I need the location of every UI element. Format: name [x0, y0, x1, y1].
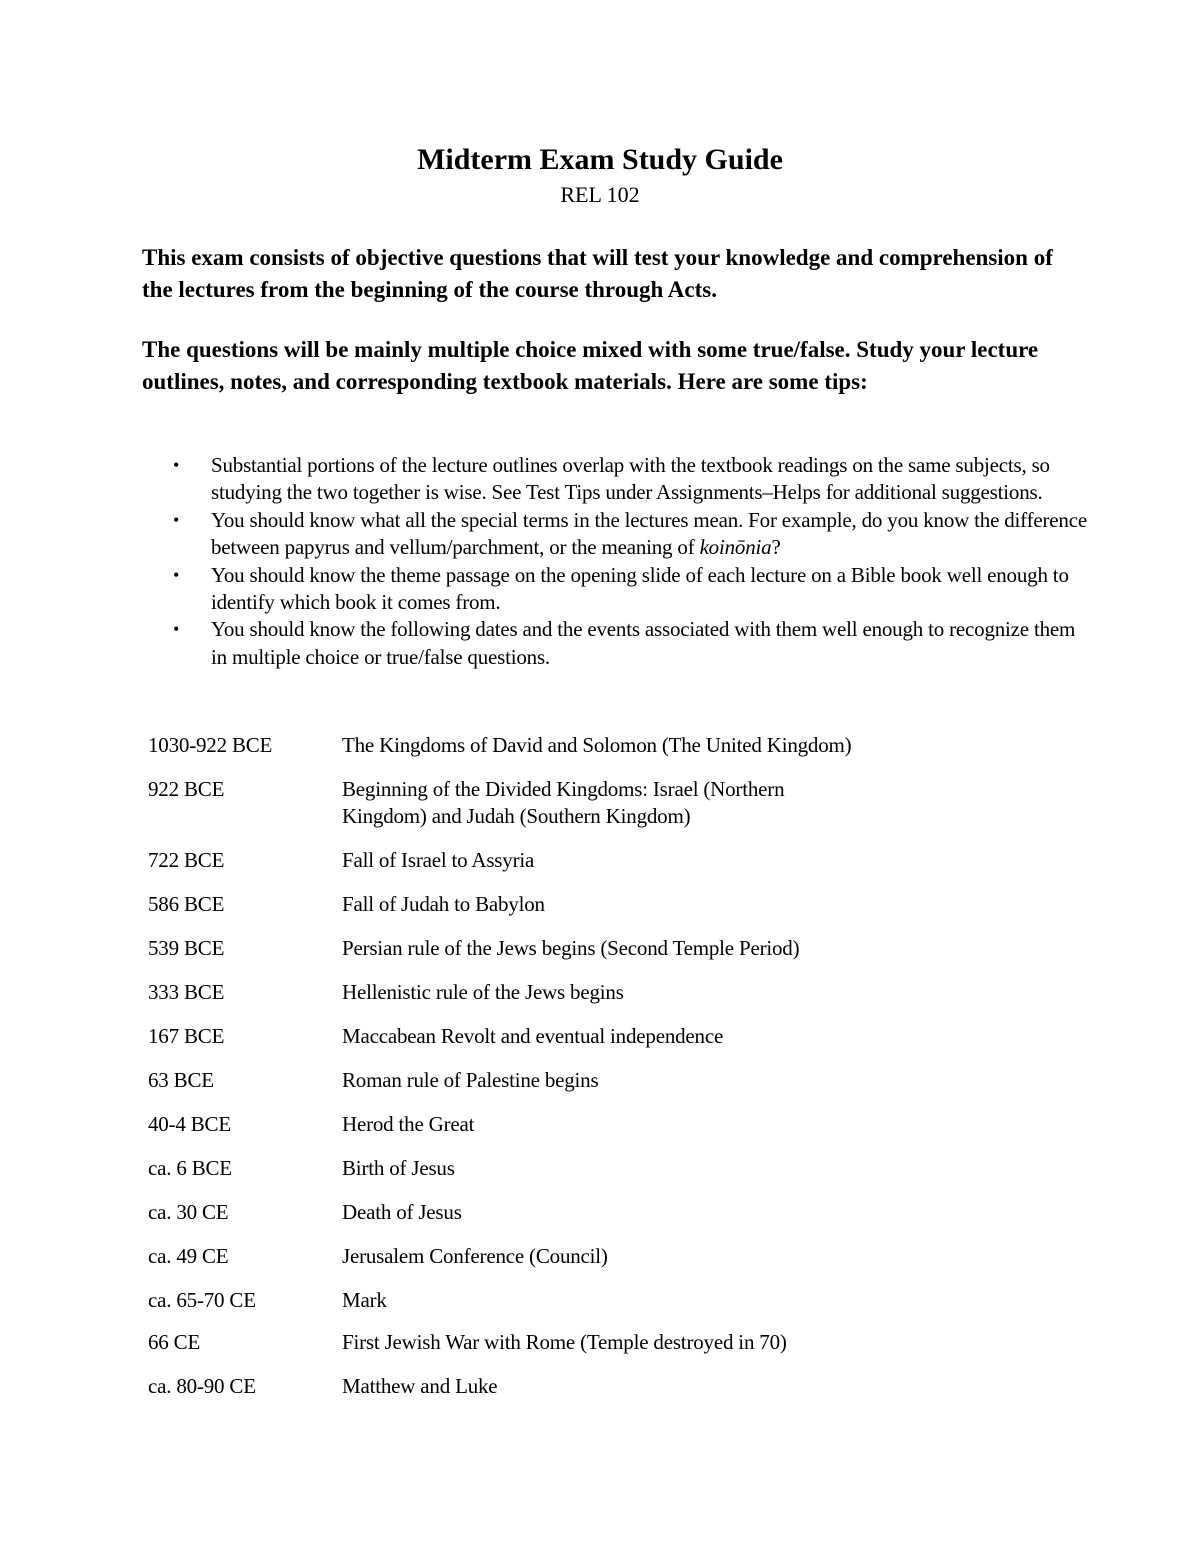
timeline-date: 722 BCE — [148, 848, 225, 872]
timeline-row — [148, 1287, 1048, 1314]
bullet-icon: • — [173, 564, 180, 585]
timeline-row — [148, 1199, 1048, 1226]
tip-term-italic: koinōnia — [699, 535, 772, 560]
timeline-event: Hellenistic rule of the Jews begins — [342, 980, 624, 1004]
timeline-date: 586 BCE — [148, 892, 225, 916]
timeline-date: 40-4 BCE — [148, 1112, 231, 1136]
timeline-row — [148, 979, 1048, 1006]
page-title: Midterm Exam Study Guide — [417, 143, 783, 176]
timeline-event: Birth of Jesus — [342, 1156, 455, 1180]
timeline-event: First Jewish War with Rome (Temple destroyed in 70) — [342, 1330, 787, 1354]
timeline-date: ca. 30 CE — [148, 1200, 229, 1224]
tip-text: Substantial portions of the lecture outlines overlap with the textbook readings on the same subjects, so studying the two together is wise. See Test Tips under Assignments–Helps for additional suggestions. — [211, 453, 1050, 505]
tip-text-end: ? — [771, 535, 781, 560]
timeline-row — [148, 1023, 1048, 1050]
course-code: REL 102 — [560, 182, 640, 207]
tip-item — [173, 507, 1091, 562]
bullet-icon: • — [173, 509, 180, 530]
timeline-row — [148, 847, 1048, 874]
timeline-event: Jerusalem Conference (Council) — [342, 1244, 608, 1268]
bullet-icon: • — [173, 455, 180, 475]
timeline-event: The Kingdoms of David and Solomon (The United Kingdom) — [342, 733, 852, 757]
timeline-row — [148, 732, 1048, 759]
timeline-event: Beginning of the Divided Kingdoms: Israel (Northern Kingdom) and Judah (Southern Kingdom) — [342, 777, 785, 828]
timeline-date: ca. 49 CE — [148, 1244, 229, 1268]
tip-item — [173, 616, 1091, 671]
timeline-row — [148, 1067, 1048, 1094]
timeline-event: Death of Jesus — [342, 1200, 462, 1224]
timeline-row — [148, 935, 1048, 962]
timeline-date: 333 BCE — [148, 980, 225, 1004]
timeline-row — [148, 1155, 1048, 1182]
timeline-table — [148, 732, 1048, 1400]
tip-text-main: You should know what all the special terms in the lectures mean. For example, do you know the difference between papyrus and vellum/parchment, or the meaning of — [211, 507, 1087, 560]
tips-list — [173, 452, 1091, 671]
timeline-date: ca. 6 BCE — [148, 1156, 232, 1180]
tip-item — [173, 452, 1091, 507]
timeline-date: 167 BCE — [148, 1024, 225, 1048]
timeline-event: Herod the Great — [342, 1112, 475, 1136]
timeline-event: Maccabean Revolt and eventual independence — [342, 1024, 724, 1048]
timeline-row — [148, 1329, 1048, 1356]
tip-text: You should know the theme passage on the opening slide of each lecture on a Bible book well enough to identify which book it comes from. — [211, 562, 1069, 615]
intro-paragraph: This exam consists of objective questions that will test your knowledge and comprehension of the lectures from the beginning of the course through Acts. — [142, 245, 1053, 302]
timeline-event: Mark — [342, 1288, 387, 1312]
instructions-paragraph: The questions will be mainly multiple choice mixed with some true/false. Study your lecture outlines, notes, and corresponding textbook materials. Here are some tips: — [142, 337, 1039, 394]
timeline-event: Fall of Judah to Babylon — [342, 892, 545, 916]
timeline-row — [148, 1373, 1048, 1400]
tip-item — [173, 562, 1091, 617]
timeline-event: Persian rule of the Jews begins (Second Temple Period) — [342, 936, 800, 960]
timeline-row — [148, 776, 1048, 830]
timeline-date: 63 BCE — [148, 1068, 214, 1092]
timeline-date: ca. 80-90 CE — [148, 1374, 256, 1398]
timeline-event: Matthew and Luke — [342, 1374, 498, 1398]
timeline-date: ca. 65-70 CE — [148, 1288, 256, 1312]
timeline-date: 922 BCE — [148, 777, 225, 801]
tip-text: You should know the following dates and the events associated with them well enough to recognize them in multiple choice or true/false questions. — [211, 617, 1076, 669]
timeline-event: Fall of Israel to Assyria — [342, 848, 535, 872]
timeline-date: 539 BCE — [148, 936, 225, 960]
tip-text — [211, 508, 1087, 559]
timeline-date: 1030-922 BCE — [148, 733, 273, 757]
timeline-row — [148, 1111, 1048, 1138]
bullet-icon: • — [173, 619, 180, 640]
timeline-row — [148, 891, 1048, 918]
timeline-date: 66 CE — [148, 1330, 201, 1354]
timeline-event: Roman rule of Palestine begins — [342, 1068, 599, 1092]
timeline-row — [148, 1243, 1048, 1270]
